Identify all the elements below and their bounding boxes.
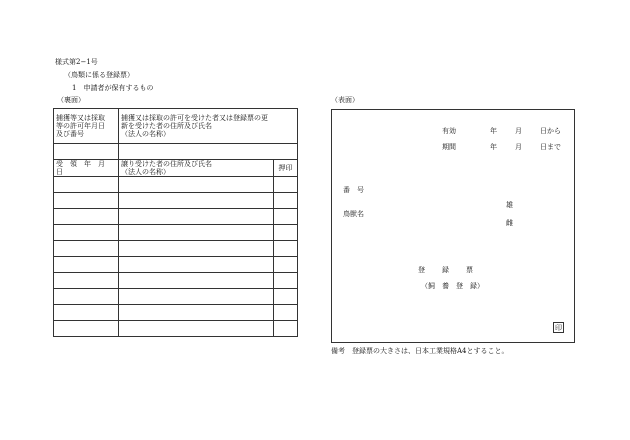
period-until-text: 日まで [540,143,561,151]
table-row [54,257,298,273]
permit-row [54,144,298,160]
number-label: 番 号 [343,186,364,194]
permit-header-row [54,109,298,144]
permit-date-header: 捕獲等又は採取 等の許可年月日 及び番号 [54,109,119,144]
registration-history-table [53,108,298,337]
male-label: 雄 [506,201,513,209]
valid-label: 有効 [442,127,456,135]
period-year-unit: 年 [490,143,497,151]
permit-holder-cell [119,144,298,160]
transfer-date-header: 受 領 年 月 日 [54,160,119,177]
table-row [54,289,298,305]
table-row [54,193,298,209]
table-row [54,177,298,193]
seal-header: 押印 [274,160,298,177]
card-title: 登 録 票 [418,266,474,274]
table-row [54,209,298,225]
table-row [54,225,298,241]
permit-holder-header: 捕獲又は採取の許可を受けた者又は登録票の更 新を受けた者の住所及び氏名 （法人の名称） [119,109,298,144]
transfer-header-row [54,160,298,177]
form-subtitle: （鳥類に係る登録票） [64,71,134,79]
table-row [54,273,298,289]
card-title-sub: （飼 養 登 録） [421,282,484,290]
seal-stamp: 印 [555,324,562,332]
valid-year-unit: 年 [490,127,497,135]
size-note: 備考 登録票の大きさは、日本工業規格A4とすること。 [331,347,509,355]
front-side-label: （表面） [331,96,359,104]
period-label: 期間 [442,143,456,151]
table-row [54,321,298,337]
valid-from-text: 日から [540,127,561,135]
back-side-label: （裏面） [57,96,85,104]
table-row [54,305,298,321]
section-heading: 1 申請者が保有するもの [72,84,154,92]
table-row [54,241,298,257]
transfer-name-header: 譲り受けた者の住所及び氏名 （法人の名称） [119,160,274,177]
permit-date-cell [54,144,119,160]
species-label: 鳥獣名 [343,210,364,218]
valid-month-unit: 月 [515,127,522,135]
period-month-unit: 月 [515,143,522,151]
form-number: 様式第2−1号 [55,58,98,66]
female-label: 雌 [506,219,513,227]
